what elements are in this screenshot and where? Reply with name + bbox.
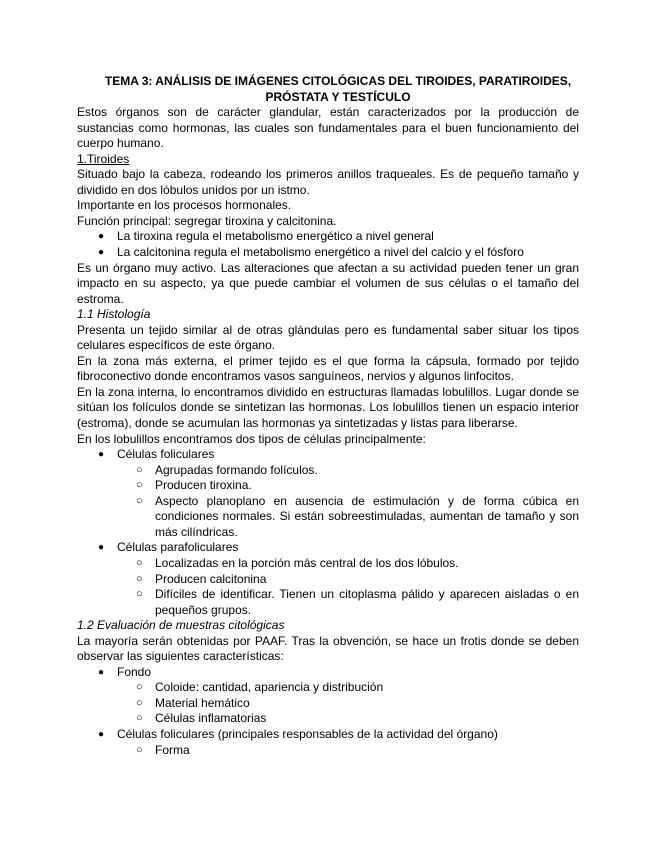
- list-item-text: Producen calcitonina: [155, 571, 267, 586]
- sub-list-item: [77, 478, 579, 494]
- section-heading-tiroides: 1.Tiroides: [77, 151, 130, 166]
- subsection-heading-histologia: 1.1 Histología: [77, 307, 151, 322]
- circle-bullet-icon: ○: [136, 712, 143, 725]
- circle-bullet-icon: ○: [136, 743, 143, 756]
- sub-list-item: [77, 680, 579, 696]
- paragraph: Es un órgano muy activo. Las alteraciones que afectan a su actividad pueden tener un gran impacto en su aspecto, ya que puede cambiar el volumen de sus células o el tamaño del estroma.: [77, 260, 579, 306]
- list-item: [77, 447, 579, 463]
- list-item: [77, 245, 579, 261]
- list-item-text: Material hemático: [155, 695, 250, 710]
- page-title: TEMA 3: ANÁLISIS DE IMÁGENES CITOLÓGICAS DEL TIROIDES, PARATIROIDES, PRÓSTATA Y TESTÍCULO: [104, 74, 572, 104]
- sub-list-item: [77, 711, 579, 727]
- list-item-text: Células parafoliculares: [117, 540, 239, 555]
- bullet-list: [77, 665, 579, 758]
- list-item-text: Localizadas en la porción más central de los dos lóbulos.: [155, 555, 459, 570]
- paragraph: La mayoría serán obtenidas por PAAF. Tras la obvención, se hace un frotis donde se deben observar las siguientes características:: [77, 633, 579, 664]
- list-item: [77, 540, 579, 556]
- circle-bullet-icon: ○: [136, 463, 143, 476]
- list-item-text: Células foliculares (principales responsables de la actividad del órgano): [117, 726, 498, 741]
- paragraph: En la zona más externa, el primer tejido es el que forma la cápsula, formado por tejido fibroconectivo donde encontramos vasos sanguíneos, nervios y algunos linfocitos.: [77, 353, 579, 384]
- paragraph: En los lobulillos encontramos dos tipos de células principalmente:: [77, 431, 426, 446]
- circle-bullet-icon: ○: [136, 681, 143, 694]
- bullet-icon: ●: [98, 666, 105, 678]
- list-item-text: Fondo: [117, 664, 152, 679]
- list-item-text: Aspecto planoplano en ausencia de estimulación y de forma cúbica en condiciones normales. Si están sobreestimuladas, aumentan de tamaño y son más cilíndricas.: [155, 493, 579, 539]
- bullet-list: [77, 447, 579, 618]
- list-item-text: Producen tiroxina.: [155, 478, 252, 493]
- sub-list-item: [77, 743, 579, 759]
- bullet-icon: ●: [98, 449, 105, 461]
- list-item: [77, 665, 579, 681]
- sub-list-item: [77, 572, 579, 588]
- list-item-text: Forma: [155, 742, 190, 757]
- sub-list-item: [77, 556, 579, 572]
- subsection-heading-evaluacion: 1.2 Evaluación de muestras citológicas: [77, 618, 285, 633]
- circle-bullet-icon: ○: [136, 556, 143, 569]
- circle-bullet-icon: ○: [136, 572, 143, 585]
- list-item-text: Coloide: cantidad, apariencia y distribución: [155, 680, 384, 695]
- sub-list-item: [77, 494, 579, 541]
- list-item-text: Agrupadas formando folículos.: [155, 462, 318, 477]
- circle-bullet-icon: ○: [136, 696, 143, 709]
- paragraph: En la zona interna, lo encontramos dividido en estructuras llamadas lobulillos. Lugar donde se sitúan los folículos donde se sintetizan las hormonas. Los lobulillos tienen un espacio interior (estroma), donde se acumulan las hormonas ya sintetizadas y listas para liberarse.: [77, 384, 579, 431]
- sub-list-item: [77, 587, 579, 618]
- document-page: [77, 74, 579, 758]
- list-item: [77, 229, 579, 245]
- list-item-text: Células foliculares: [117, 447, 215, 462]
- intro-paragraph: Estos órganos son de carácter glandular, están caracterizados por la producción de sustancias como hormonas, las cuales son fundamentales para el buen funcionamiento del cuerpo humano.: [77, 105, 579, 151]
- bullet-icon: ●: [98, 247, 105, 259]
- paragraph: Importante en los procesos hormonales.: [77, 198, 292, 213]
- bullet-icon: ●: [98, 231, 105, 243]
- sub-list-item: [77, 463, 579, 479]
- bullet-list: [77, 229, 579, 260]
- circle-bullet-icon: ○: [136, 588, 143, 601]
- paragraph: Situado bajo la cabeza, rodeando los primeros anillos traqueales. Es de pequeño tamaño y dividido en dos lóbulos unidos por un istmo.: [77, 167, 579, 197]
- circle-bullet-icon: ○: [136, 494, 143, 507]
- list-item: [77, 727, 579, 743]
- paragraph: Función principal: segregar tiroxina y calcitonina.: [77, 213, 337, 228]
- list-item-text: Células inflamatorias: [155, 711, 267, 726]
- sub-list-item: [77, 696, 579, 712]
- list-item-text: La calcitonina regula el metabolismo energético a nivel del calcio y el fósforo: [117, 245, 524, 260]
- bullet-icon: ●: [98, 542, 105, 554]
- circle-bullet-icon: ○: [136, 479, 143, 492]
- list-item-text: Difíciles de identificar. Tienen un citoplasma pálido y aparecen aisladas o en pequeños grupos.: [155, 587, 579, 617]
- list-item-text: La tiroxina regula el metabolismo energético a nivel general: [117, 229, 434, 244]
- paragraph: Presenta un tejido similar al de otras glándulas pero es fundamental saber situar los tipos celulares específicos de este órgano.: [77, 322, 579, 353]
- bullet-icon: ●: [98, 728, 105, 740]
